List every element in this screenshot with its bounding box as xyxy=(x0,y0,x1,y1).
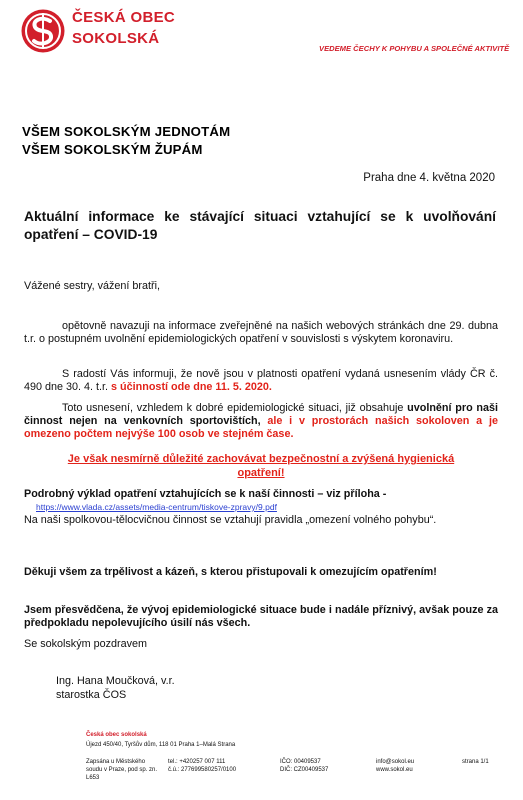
closing: Se sokolským pozdravem xyxy=(24,638,148,650)
paragraph-2-effective-date: s účinností ode dne 11. 5. 2020. xyxy=(111,381,272,393)
paragraph-3 xyxy=(24,402,498,441)
sokol-logo-icon xyxy=(20,8,66,54)
footer-contact xyxy=(168,758,236,774)
footer-email[interactable]: info@sokol.eu xyxy=(376,759,415,765)
footer-reg-line2: soudu v Praze, pod sp. zn. xyxy=(86,767,158,773)
paragraph-4-rules: Na naši spolkovou-tělocvičnou činnost se vztahují pravidla „omezení volného pohybu“. xyxy=(24,514,437,526)
footer-page-number: strana 1/1 xyxy=(462,759,489,765)
footer-account: č.ú.: 277699580257/0100 xyxy=(168,767,237,773)
footer-address: Újezd 450/40, Tyršův dům, 118 01 Praha 1–Malá Strana xyxy=(86,742,236,748)
org-slogan: VEDEME ČECHY K POHYBU A SPOLEČNÉ AKTIVITĚ xyxy=(319,44,510,53)
paragraph-3-text: Toto usnesení, vzhledem k dobré epidemiologické situaci, již obsahuje xyxy=(62,402,408,414)
footer-org: Česká obec sokolská xyxy=(86,732,147,738)
footer-reg-line1: Zapsána u Městského xyxy=(86,759,146,765)
footer-web xyxy=(376,758,414,774)
footer-ids xyxy=(280,758,328,774)
place-date: Praha dne 4. května 2020 xyxy=(363,172,495,184)
footer-tel: tel.: +420257 007 111 xyxy=(168,759,226,765)
salutation: Vážené sestry, vážení bratři, xyxy=(24,280,161,292)
signer-role: starostka ČOS xyxy=(56,689,127,701)
paragraph-4: Podrobný výklad opatření vztahujících se k naší činnosti – viz příloha - xyxy=(24,488,387,500)
signer-name: Ing. Hana Moučková, v.r. xyxy=(56,675,175,687)
footer-ico: IČO: 00409537 xyxy=(280,759,321,765)
paragraph-5: Děkuji všem za trpělivost a kázeň, s kterou přistupovali k omezujícím opatřením! xyxy=(24,566,437,578)
paragraph-1: opětovně navazuji na informace zveřejněné na našich webových stránkách dne 29. dubna t.r. o postupném uvolnění epidemiologických opatření v souvislosti s výskytem koronaviru. xyxy=(24,320,498,345)
recipient-line1: VŠEM SOKOLSKÝM JEDNOTÁM xyxy=(22,124,231,139)
paragraph-6: Jsem přesvědčena, že vývoj epidemiologické situace bude i nadále příznivý, avšak pouze za předpokladu nepolevujícího úsilí nás všech. xyxy=(24,604,498,629)
org-name-line1: ČESKÁ OBEC xyxy=(72,9,176,26)
recipient-line2: VŠEM SOKOLSKÝM ŽUPÁM xyxy=(22,142,203,157)
paragraph-3-bold: uvolnění pro naši činnost nejen na venkovních sportovištích, xyxy=(24,402,499,427)
warning-text: Je však nesmírně důležité zachovávat bezpečnostní a zvýšená hygienická opatření! xyxy=(67,453,455,479)
footer-dic: DIČ: CZ00409537 xyxy=(280,767,329,773)
paragraph-3-red: ale i v prostorách našich sokoloven a je omezeno počtem nejvýše 100 osob ve stejném čase. xyxy=(24,415,498,440)
footer-reg-line3: L653 xyxy=(86,775,100,781)
attachment-link[interactable]: https://www.vlada.cz/assets/media-centrum/tiskove-zpravy/9.pdf xyxy=(36,502,277,512)
footer-website[interactable]: www.sokol.eu xyxy=(376,767,413,773)
paragraph-2-text: S radostí Vás informuji, že nově jsou v platnosti opatření vydaná usnesením vlády ČR č. 490 dne 30. 4. t.r. xyxy=(24,368,498,393)
signature-block xyxy=(56,674,175,702)
document-title: Aktuální informace ke stávající situaci vztahující se k uvolňování opatření – COVID-19 xyxy=(24,209,496,242)
footer-registration xyxy=(86,758,157,782)
paragraph-2 xyxy=(24,368,498,394)
org-name-line2: SOKOLSKÁ xyxy=(72,30,160,47)
